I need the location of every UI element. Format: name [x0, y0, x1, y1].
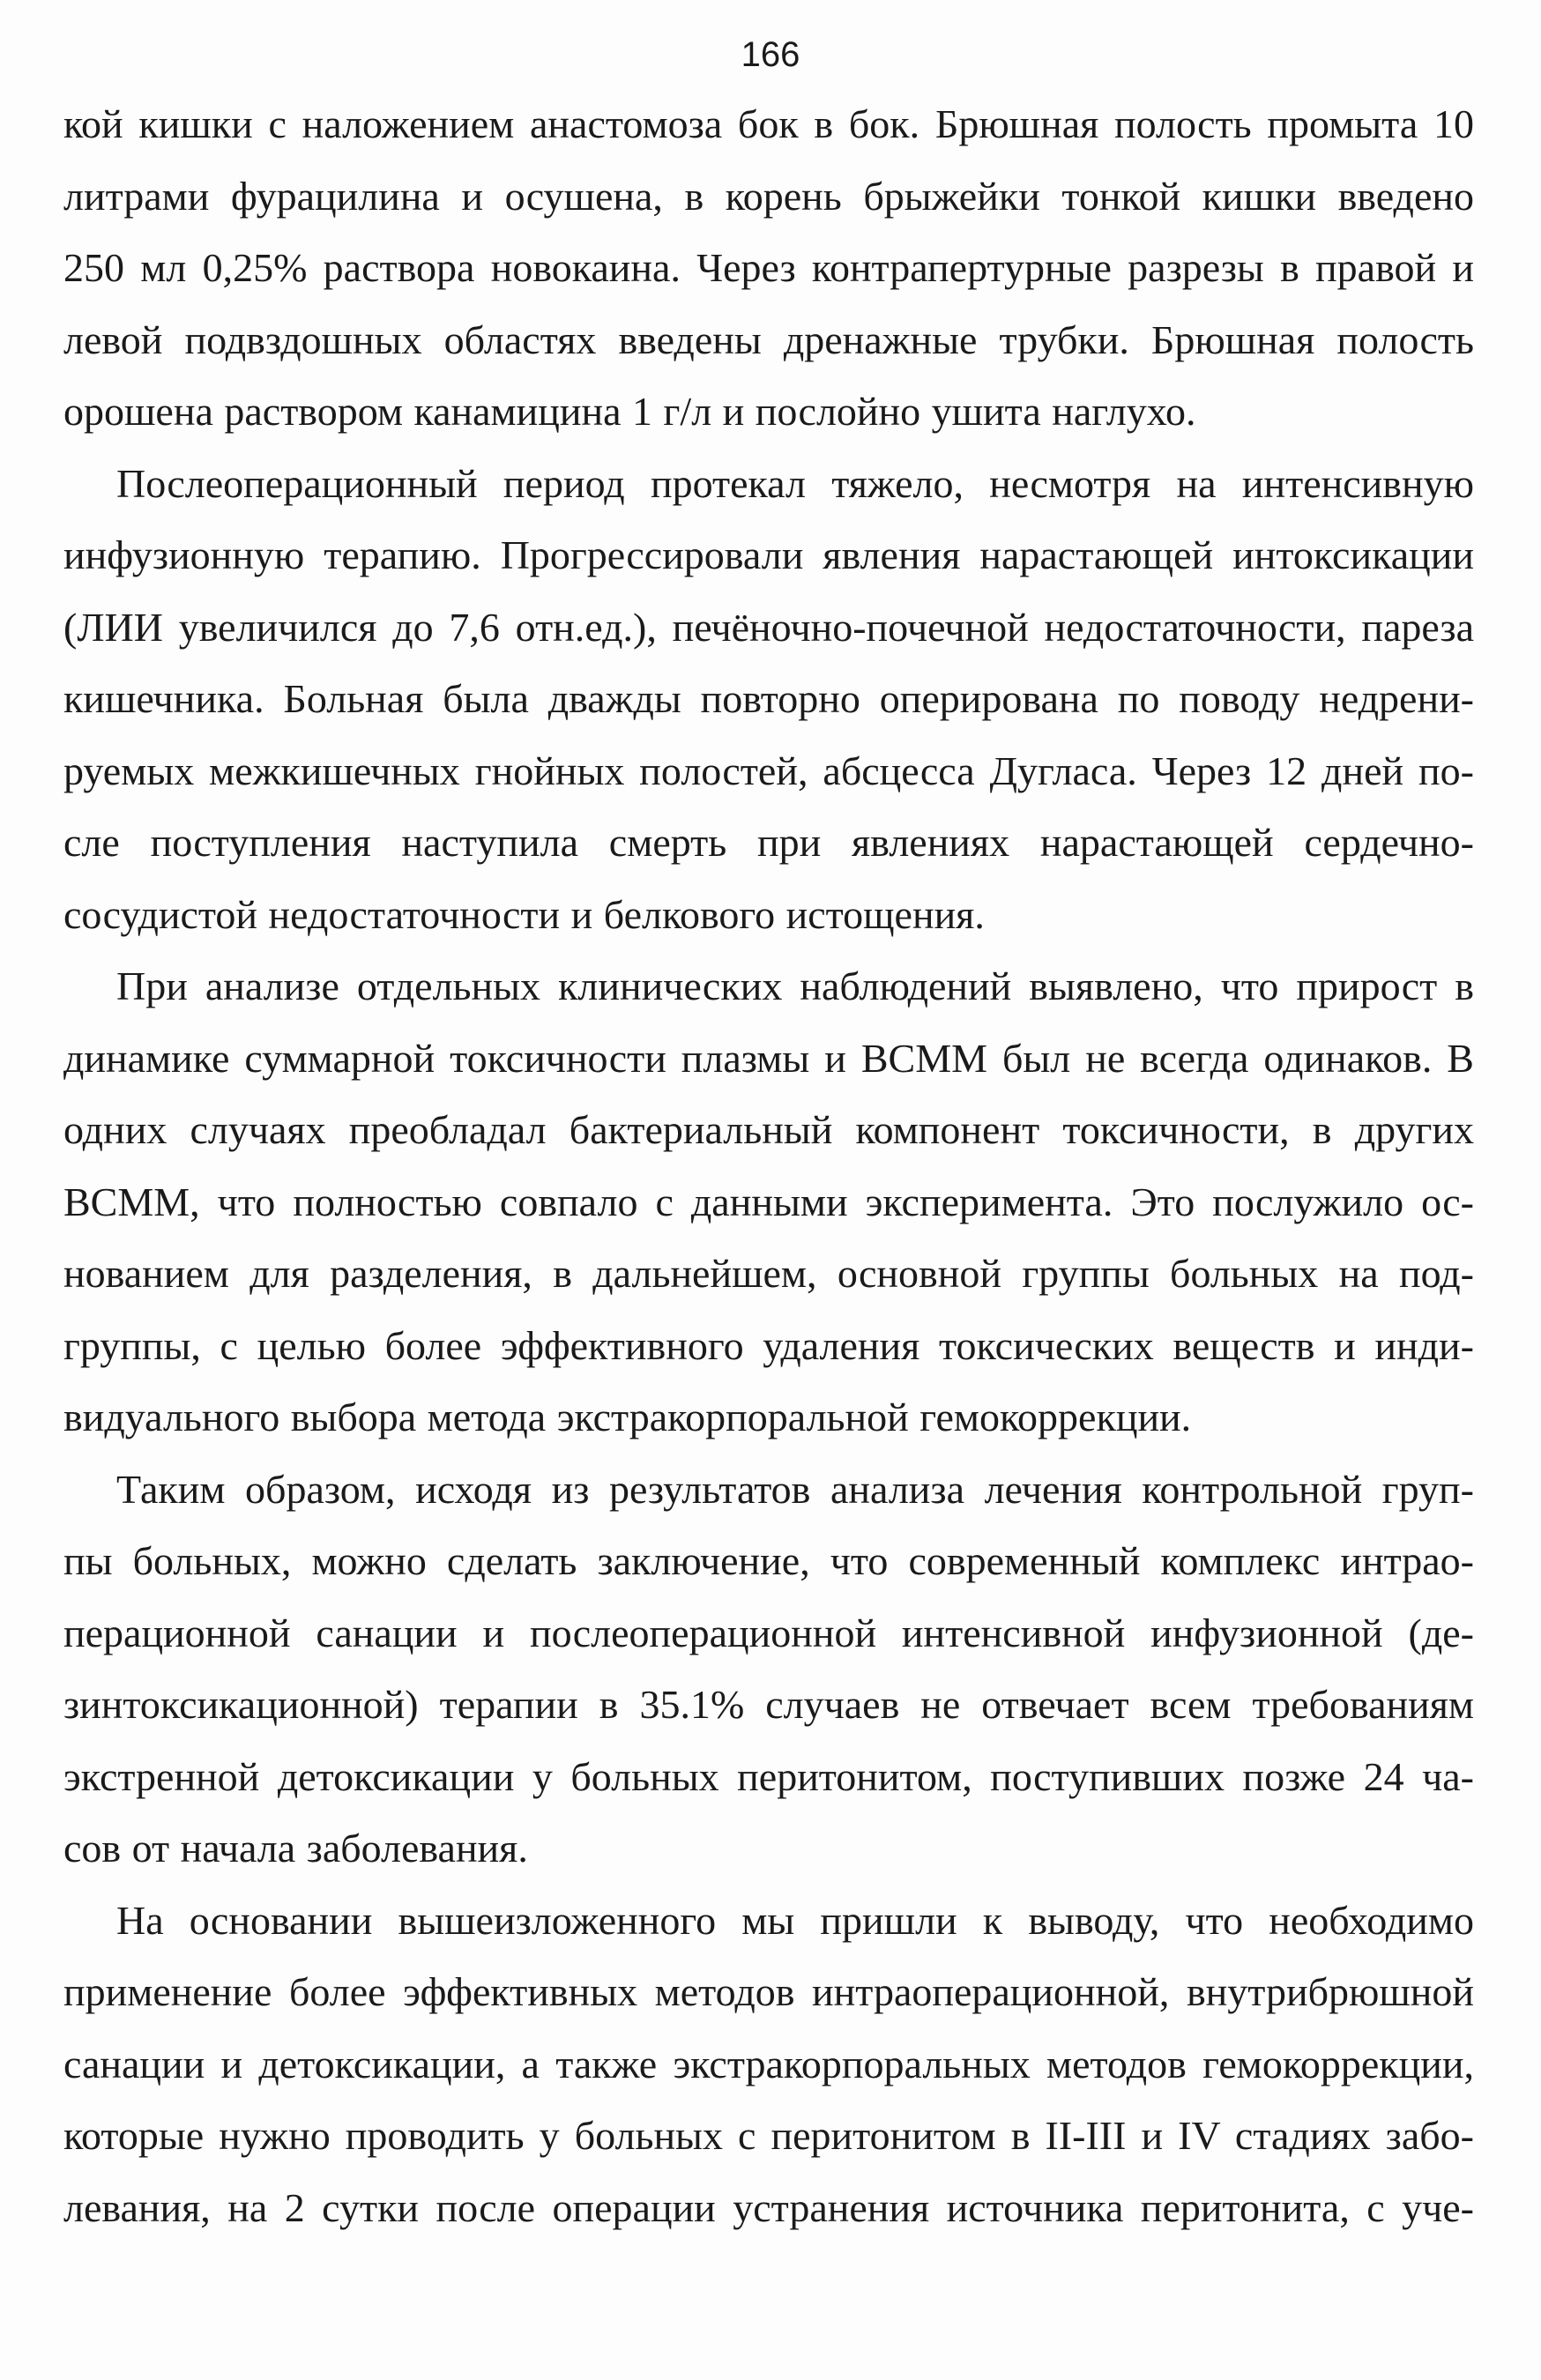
text-line: Послеоперационный период протекал тяжело, несмотря на интенсивную	[116, 460, 1474, 506]
text-line: видуального выбора метода экстракорпоральной гемокоррекции.	[63, 1395, 1192, 1439]
paragraph	[63, 88, 1474, 448]
paragraph	[63, 950, 1474, 1454]
text-line: руемых межкишечных гнойных полостей, абсцесса Дугласа. Через 12 дней по-	[63, 747, 1474, 793]
text-line: литрами фурацилина и осушена, в корень брыжейки тонкой кишки введено	[63, 173, 1474, 219]
paragraph	[63, 1885, 1474, 2244]
text-line: применение более эффективных методов интраоперационной, внутрибрюшной	[63, 1969, 1474, 2014]
text-line: группы, с целью более эффективного удаления токсических веществ и инди-	[63, 1322, 1474, 1368]
text-line: кой кишки с наложением анастомоза бок в бок. Брюшная полость промыта 10	[63, 101, 1474, 146]
text-line: динамике суммарной токсичности плазмы и ВСММ был не всегда одинаков. В	[63, 1035, 1474, 1081]
text-line: одних случаях преобладал бактериальный компонент токсичности, в других	[63, 1107, 1474, 1152]
page-number: 166	[741, 35, 800, 74]
text-line: сле поступления наступила смерть при явлениях нарастающей сердечно-	[63, 820, 1474, 865]
text-line: Таким образом, исходя из результатов анализа лечения контрольной груп-	[116, 1466, 1474, 1512]
paragraph	[63, 1454, 1474, 1885]
text-line: левания, на 2 сутки после операции устранения источника перитонита, с уче-	[63, 2184, 1474, 2230]
text-line: зинтоксикационной) терапии в 35.1% случаев не отвечает всем требованиям	[63, 1682, 1474, 1727]
paragraph	[63, 448, 1474, 951]
text-line: 250 мл 0,25% раствора новокаина. Через контрапертурные разрезы в правой и	[63, 245, 1474, 290]
text-line: На основании вышеизложенного мы пришли к выводу, что необходимо	[116, 1897, 1474, 1943]
text-body	[63, 88, 1474, 2243]
text-line: сов от начала заболевания.	[63, 1826, 528, 1871]
text-line: кишечника. Больная была дважды повторно оперирована по поводу недрени-	[63, 676, 1474, 721]
text-line: экстренной детоксикации у больных перитонитом, поступивших позже 24 ча-	[63, 1753, 1474, 1799]
text-line: При анализе отдельных клинических наблюдений выявлено, что прирост в	[116, 963, 1474, 1008]
text-line: пы больных, можно сделать заключение, что современный комплекс интрао-	[63, 1538, 1474, 1583]
text-line: нованием для разделения, в дальнейшем, основной группы больных на под-	[63, 1251, 1474, 1296]
text-line: (ЛИИ увеличился до 7,6 отн.ед.), печёночно-почечной недостаточности, пареза	[63, 604, 1474, 650]
text-line: сосудистой недостаточности и белкового истощения.	[63, 891, 985, 937]
text-line: перационной санации и послеоперационной интенсивной инфузионной (де-	[63, 1610, 1474, 1655]
text-line: санации и детоксикации, а также экстракорпоральных методов гемокоррекции,	[63, 2041, 1474, 2086]
text-line: которые нужно проводить у больных с перитонитом в II-III и IV стадиях забо-	[63, 2113, 1474, 2158]
text-line: инфузионную терапию. Прогрессировали явления нарастающей интоксикации	[63, 532, 1474, 577]
text-line: левой подвздошных областях введены дренажные трубки. Брюшная полость	[63, 316, 1474, 362]
text-line: орошена раствором канамицина 1 г/л и послойно ушита наглухо.	[63, 389, 1196, 434]
text-line: ВСММ, что полностью совпало с данными эксперимента. Это послужило ос-	[63, 1179, 1474, 1224]
